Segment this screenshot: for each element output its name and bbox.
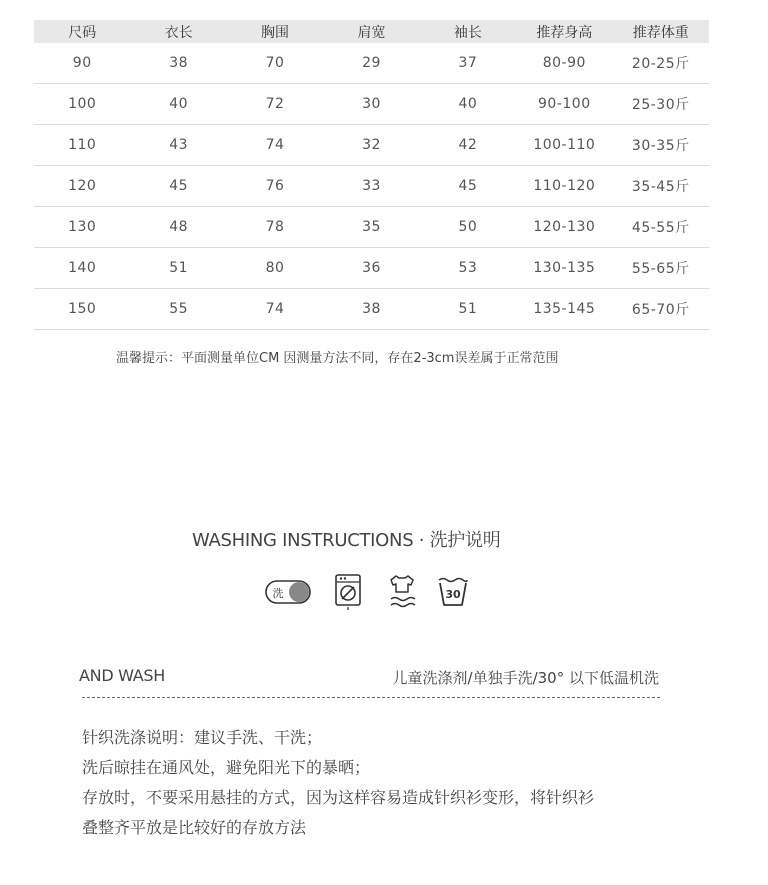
- table-cell: 76: [227, 166, 323, 207]
- table-cell: 36: [323, 248, 419, 289]
- table-row: [34, 125, 709, 166]
- table-cell: 40: [420, 84, 516, 125]
- header-chest: 胸围: [227, 20, 323, 43]
- size-table-header-row: [34, 20, 709, 43]
- table-cell: 48: [130, 207, 226, 248]
- table-cell: 74: [227, 289, 323, 330]
- table-cell: 43: [130, 125, 226, 166]
- header-shoulder: 肩宽: [323, 20, 419, 43]
- care-notes: [82, 723, 682, 843]
- table-cell: 110: [34, 125, 130, 166]
- table-cell: 35-45斤: [613, 166, 709, 207]
- table-cell: 55-65斤: [613, 248, 709, 289]
- hand-wash-label: 洗: [272, 587, 284, 600]
- and-wash-heading: AND WASH: [79, 666, 165, 685]
- table-cell: 90: [34, 43, 130, 84]
- table-cell: 65-70斤: [613, 289, 709, 330]
- wash-30-degrees-icon: [436, 572, 470, 612]
- table-cell: 33: [323, 166, 419, 207]
- table-cell: 150: [34, 289, 130, 330]
- table-cell: 80: [227, 248, 323, 289]
- table-cell: 29: [323, 43, 419, 84]
- table-cell: 135-145: [516, 289, 612, 330]
- table-cell: 30-35斤: [613, 125, 709, 166]
- and-wash-detail: 儿童洗涤剂/单独手洗/30° 以下低温机洗: [392, 669, 659, 687]
- table-cell: 110-120: [516, 166, 612, 207]
- table-cell: 51: [420, 289, 516, 330]
- table-cell: 45: [130, 166, 226, 207]
- table-cell: 38: [323, 289, 419, 330]
- header-length: 衣长: [130, 20, 226, 43]
- table-cell: 37: [420, 43, 516, 84]
- table-cell: 140: [34, 248, 130, 289]
- measurement-tip: 温馨提示：平面测量单位CM 因测量方法不同，存在2-3cm误差属于正常范围: [116, 351, 559, 366]
- table-cell: 40: [130, 84, 226, 125]
- care-note: 叠整齐平放是比较好的存放方法: [82, 818, 307, 837]
- table-row: [34, 289, 709, 330]
- table-cell: 100-110: [516, 125, 612, 166]
- no-machine-wash-icon: [333, 572, 363, 612]
- table-cell: 120-130: [516, 207, 612, 248]
- table-row: [34, 43, 709, 84]
- table-cell: 70: [227, 43, 323, 84]
- header-height: 推荐身高: [516, 20, 612, 43]
- header-sleeve: 袖长: [420, 20, 516, 43]
- size-table: [34, 20, 709, 330]
- table-cell: 25-30斤: [613, 84, 709, 125]
- table-row: [34, 166, 709, 207]
- wash-temperature-label: 30: [445, 588, 461, 601]
- header-weight: 推荐体重: [613, 20, 709, 43]
- table-cell: 55: [130, 289, 226, 330]
- table-cell: 20-25斤: [613, 43, 709, 84]
- table-cell: 74: [227, 125, 323, 166]
- table-cell: 80-90: [516, 43, 612, 84]
- table-cell: 100: [34, 84, 130, 125]
- table-cell: 120: [34, 166, 130, 207]
- table-cell: 78: [227, 207, 323, 248]
- table-cell: 51: [130, 248, 226, 289]
- table-row: [34, 84, 709, 125]
- table-cell: 42: [420, 125, 516, 166]
- care-note: 针织洗涤说明：建议手洗、干洗；: [82, 728, 323, 747]
- table-cell: 45-55斤: [613, 207, 709, 248]
- table-cell: 72: [227, 84, 323, 125]
- shirt-water-icon: [387, 572, 417, 612]
- table-cell: 90-100: [516, 84, 612, 125]
- table-cell: 130: [34, 207, 130, 248]
- table-row: [34, 248, 709, 289]
- care-icons: [264, 572, 474, 612]
- table-cell: 30: [323, 84, 419, 125]
- table-cell: 50: [420, 207, 516, 248]
- dashed-divider: [82, 697, 660, 698]
- care-note: 存放时，不要采用悬挂的方式，因为这样容易造成针织衫变形，将针织衫: [82, 788, 595, 807]
- header-size: 尺码: [34, 20, 130, 43]
- table-cell: 35: [323, 207, 419, 248]
- hand-wash-toggle-icon: [264, 572, 312, 612]
- care-note: 洗后晾挂在通风处，避免阳光下的暴晒；: [82, 758, 371, 777]
- washing-instructions-title: WASHING INSTRUCTIONS · 洗护说明: [192, 530, 501, 551]
- table-cell: 53: [420, 248, 516, 289]
- table-row: [34, 207, 709, 248]
- table-cell: 45: [420, 166, 516, 207]
- table-cell: 130-135: [516, 248, 612, 289]
- table-cell: 32: [323, 125, 419, 166]
- table-cell: 38: [130, 43, 226, 84]
